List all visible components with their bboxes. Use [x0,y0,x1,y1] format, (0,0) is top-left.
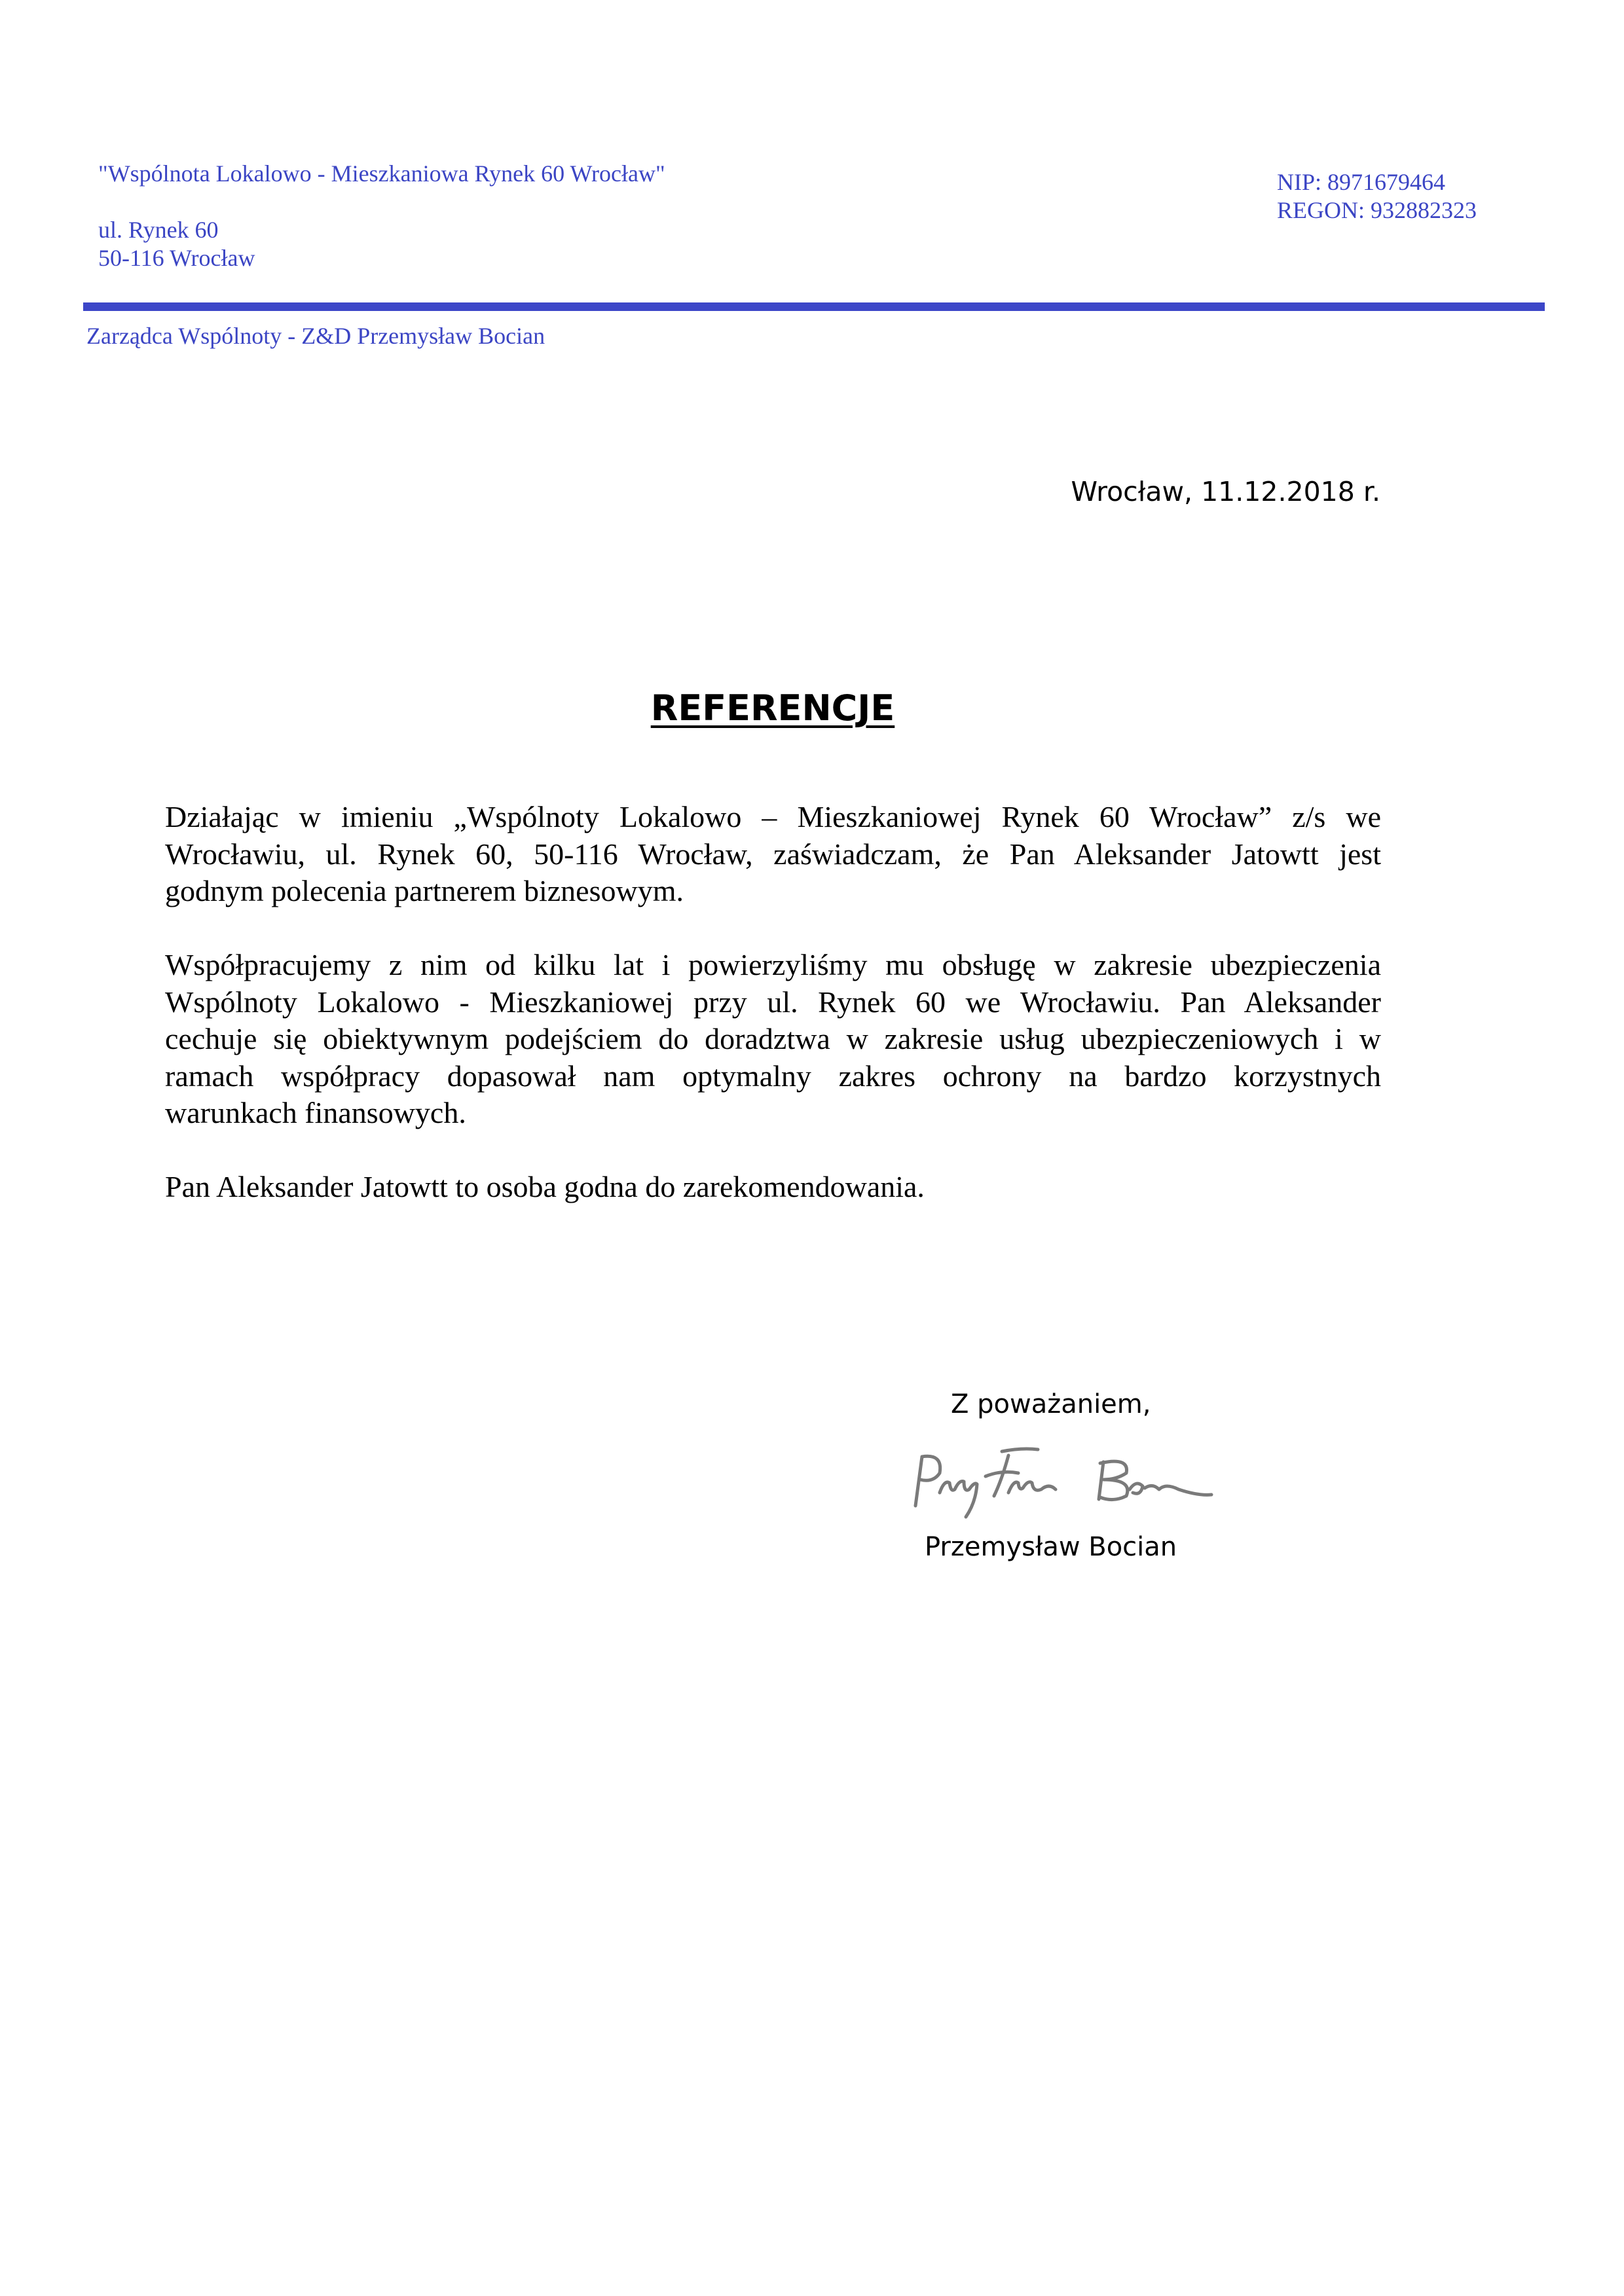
body-line: warunkach finansowych. [165,1096,466,1129]
signer-name: Przemysław Bocian [925,1532,1177,1562]
body-line: Wrocławiu, ul. Rynek 60, 50-116 Wrocław, zaświadczam, że Pan Aleksander Jatowtt jest [165,837,1381,871]
regon: REGON: 932882323 [1277,197,1477,223]
paragraph-1 [165,799,1381,910]
body-line: cechuje się obiektywnym podejściem do doradztwa w zakresie usług ubezpieczeniowych i w [165,1022,1381,1055]
org-street: ul. Rynek 60 [98,217,219,243]
body-line: Współpracujemy z nim od kilku lat i powierzyliśmy mu obsługę w zakresie ubezpieczenia [165,948,1381,981]
body-line: ramach współpracy dopasował nam optymalny zakres ochrony na bardzo korzystnych [165,1059,1381,1093]
letter-title: REFERENCJE [650,687,895,729]
letter-body [165,799,1381,1243]
letter-date: Wrocław, 11.12.2018 r. [1071,476,1380,507]
body-line: Wspólnoty Lokalowo - Mieszkaniowej przy ul. Rynek 60 we Wrocławiu. Pan Aleksander [165,985,1381,1019]
body-line: Pan Aleksander Jatowtt to osoba godna do zarekomendowania. [165,1170,925,1203]
body-line: godnym polecenia partnerem biznesowym. [165,874,684,907]
body-line: Działając w imieniu „Wspólnoty Lokalowo – Mieszkaniowej Rynek 60 Wrocław” z/s we [165,800,1381,833]
org-name: "Wspólnota Lokalowo - Mieszkaniowa Rynek 60 Wrocław" [98,160,665,187]
paragraph-2 [165,947,1381,1132]
paragraph-3 [165,1169,1381,1206]
signature [904,1444,1218,1522]
header-divider [83,302,1545,311]
manager-line: Zarządca Wspólnoty - Z&D Przemysław Bocian [86,323,545,349]
closing: Z poważaniem, [951,1389,1151,1419]
org-city: 50-116 Wrocław [98,245,255,271]
nip: NIP: 8971679464 [1277,169,1446,195]
